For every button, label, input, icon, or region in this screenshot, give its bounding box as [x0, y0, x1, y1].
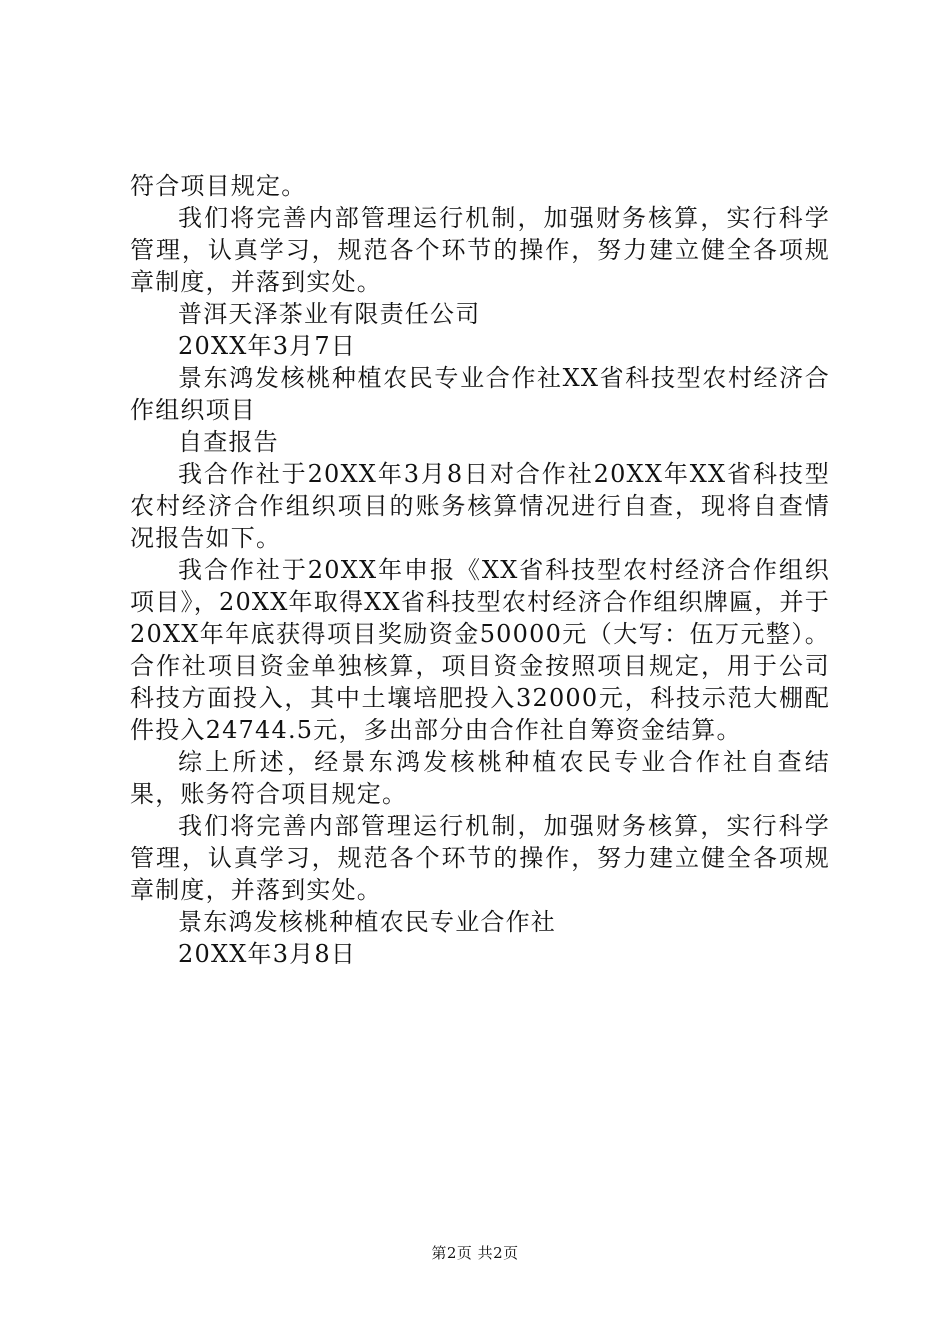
paragraph: 综上所述，经景东鸿发核桃种植农民专业合作社自查结果，账务符合项目规定。: [130, 748, 830, 808]
paragraph: 我合作社于20XX年申报《XX省科技型农村经济合作组织项目》，20XX年取得XX省科技型农村经济合作组织牌匾，并于20XX年年底获得项目奖励资金50000元（大写：伍万元整）。合作社项目资金单独核算，项目资金按照项目规定，用于公司科技方面投入，其中土壤培肥投入32000元，科技示范大棚配件投入24744.5元，多出部分由合作社自筹资金结算。: [130, 556, 830, 744]
cooperative-signature: 景东鸿发核桃种植农民专业合作社: [178, 908, 556, 936]
paragraph: 我们将完善内部管理运行机制，加强财务核算，实行科学管理，认真学习，规范各个环节的操作，努力建立健全各项规章制度，并落到实处。: [130, 204, 830, 296]
company-signature: 普洱天泽茶业有限责任公司: [178, 300, 481, 328]
signature-date: 20XX年3月8日: [178, 940, 357, 968]
paragraph: 我们将完善内部管理运行机制，加强财务核算，实行科学管理，认真学习，规范各个环节的操作，努力建立健全各项规章制度，并落到实处。: [130, 812, 830, 904]
page-number: 第2页 共2页: [431, 1244, 519, 1262]
paragraph: 符合项目规定。: [130, 172, 307, 200]
report-title: 景东鸿发核桃种植农民专业合作社XX省科技型农村经济合作组织项目: [130, 364, 830, 424]
document-body: [130, 170, 830, 970]
report-subtitle: 自查报告: [178, 428, 279, 456]
signature-date: 20XX年3月7日: [178, 332, 357, 360]
paragraph: 我合作社于20XX年3月8日对合作社20XX年XX省科技型农村经济合作组织项目的账务核算情况进行自查，现将自查情况报告如下。: [130, 460, 830, 552]
